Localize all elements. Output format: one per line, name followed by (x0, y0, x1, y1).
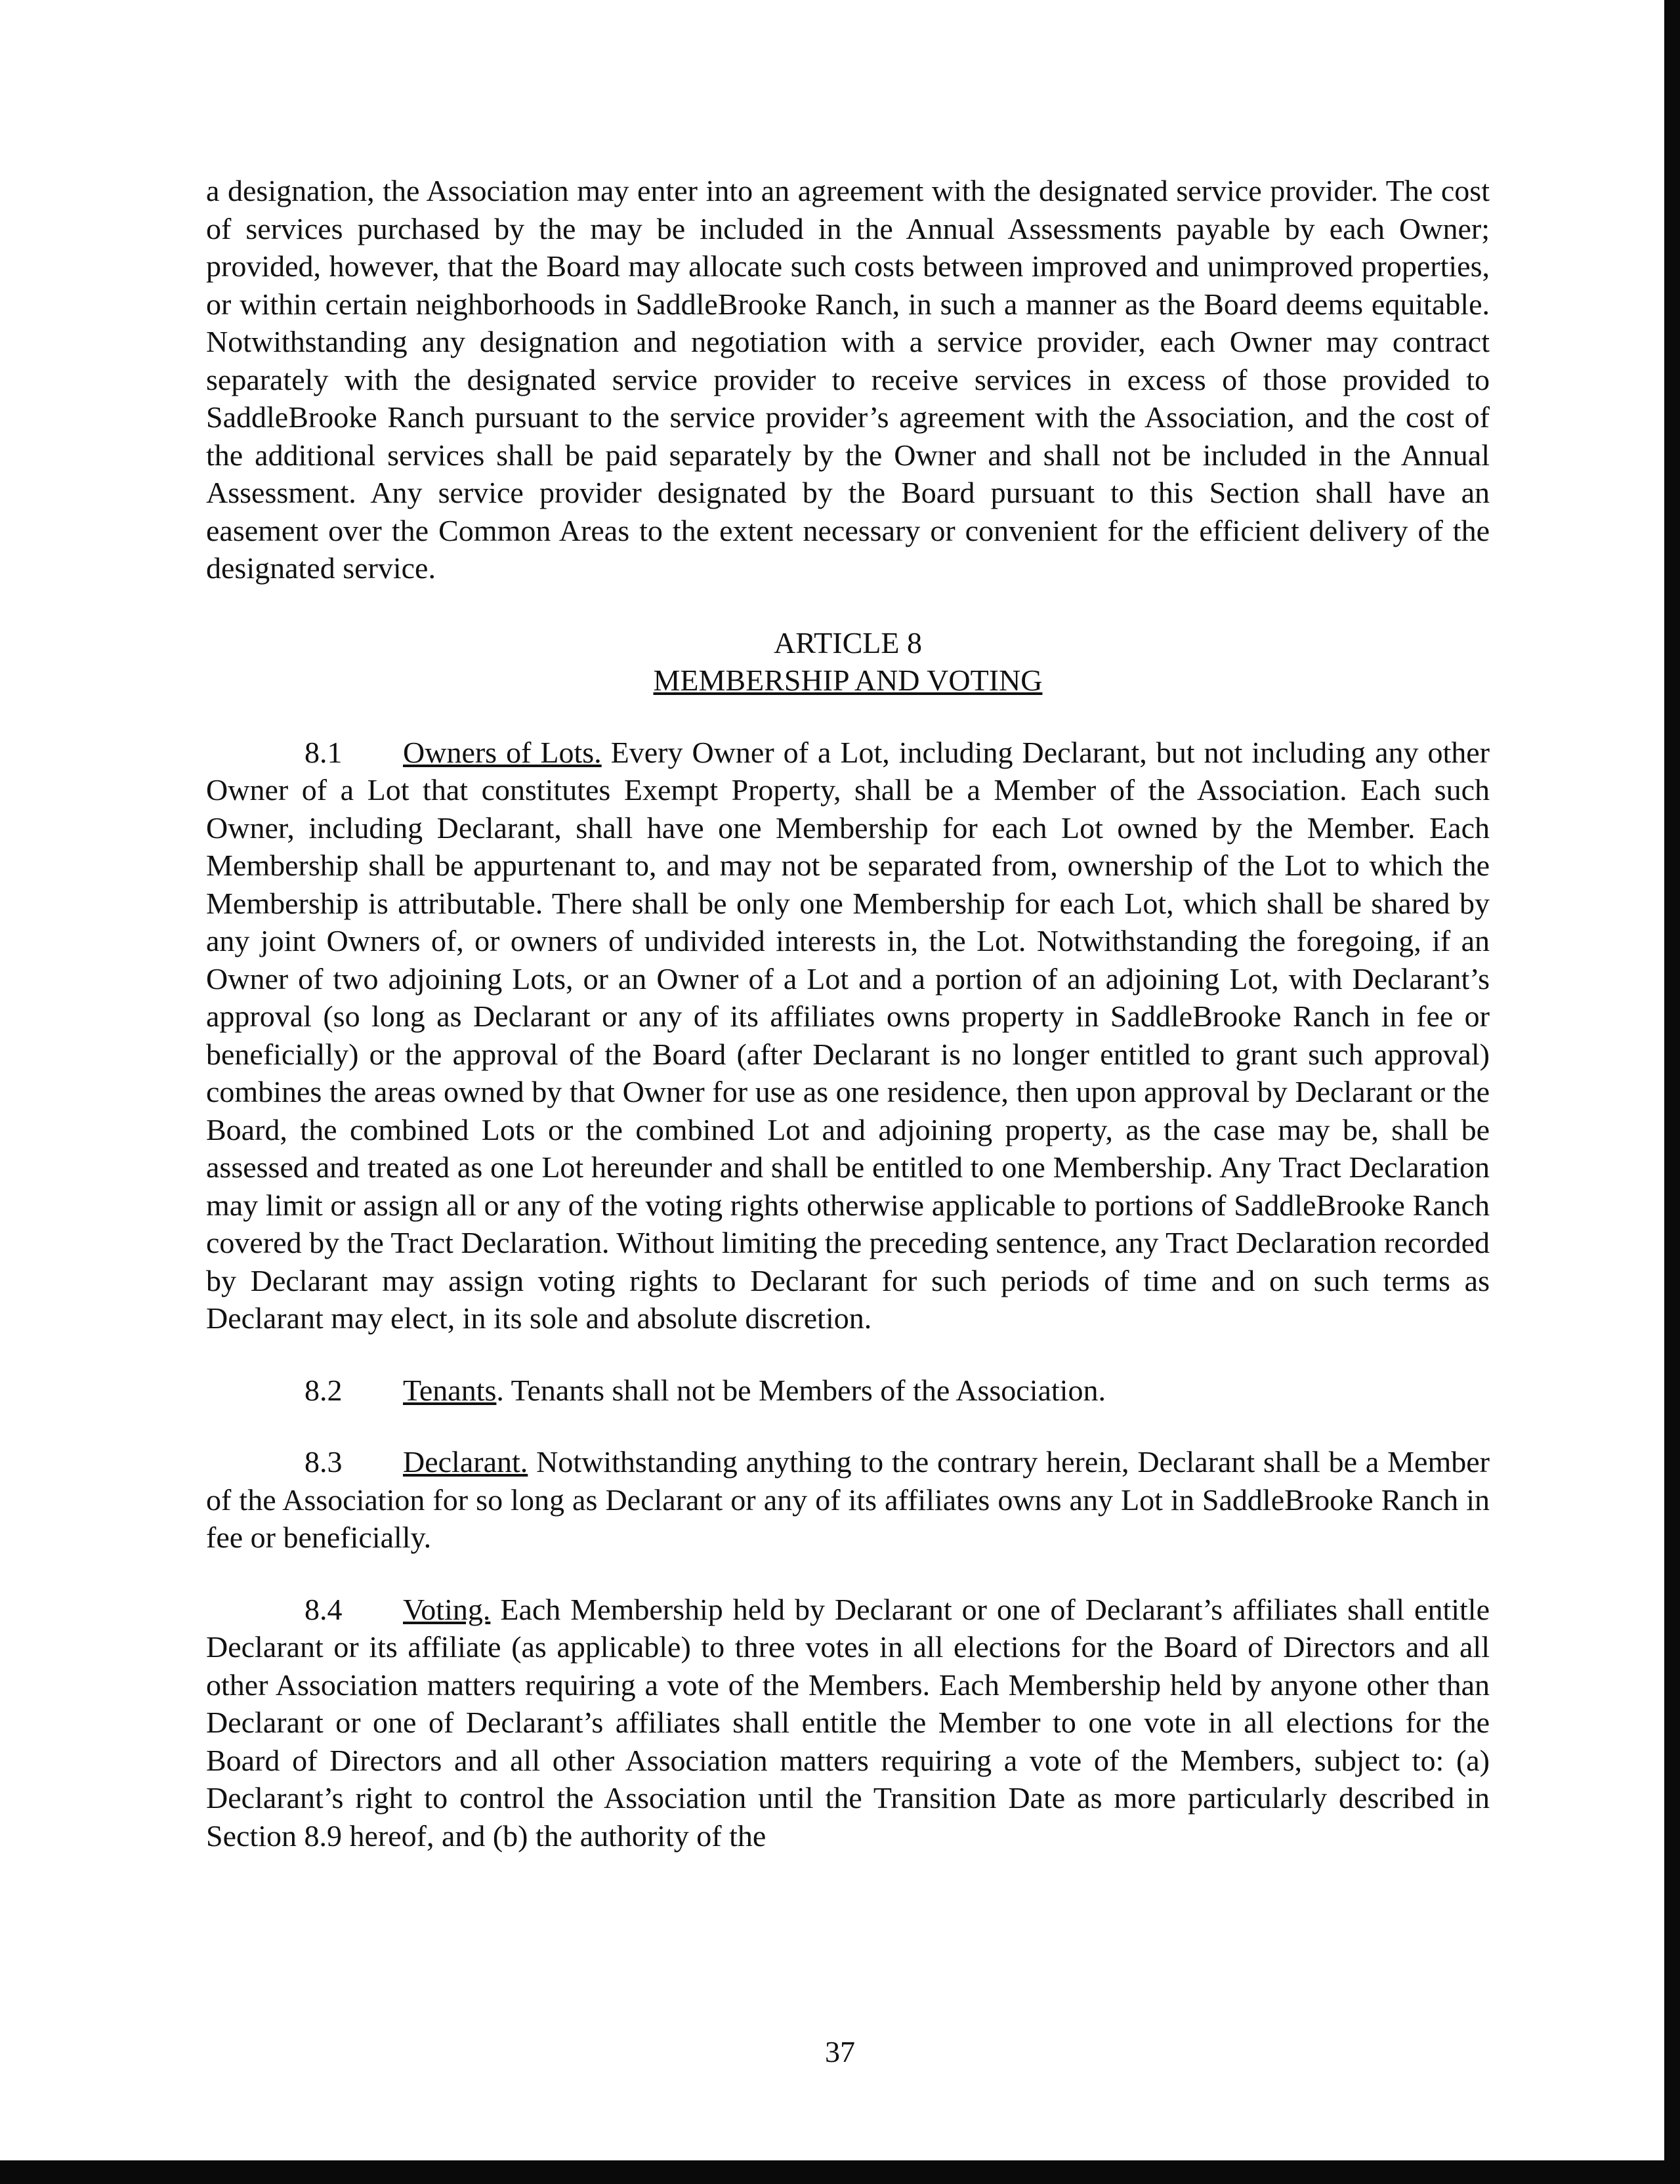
section-title: Voting. (403, 1592, 491, 1626)
section-title: Tenants (403, 1373, 497, 1407)
section-title: Declarant. (403, 1445, 528, 1479)
article-title: MEMBERSHIP AND VOTING (653, 663, 1043, 697)
section-body: . Tenants shall not be Members of the Association. (496, 1373, 1106, 1407)
section-title: Owners of Lots. (403, 735, 602, 769)
article-heading (206, 624, 1490, 700)
section-body: Every Owner of a Lot, including Declarant, but not including any other Owner of a Lot that constitutes Exempt Property, shall be a Member of the Association. Each such Owner, including Declarant, shall have one Membership for each Lot owned by the Member. Each Membership shall be appurtenant to, and may not be separated from, ownership of the Lot to which the Membership is attributable. There shall be only one Membership for each Lot, which shall be shared by any joint Owners of, or owners of undivided interests in, the Lot. Notwithstanding the foregoing, if an Owner of two adjoining Lots, or an Owner of a Lot and a portion of an adjoining Lot, with Declarant’s approval (so long as Declarant or any of its affiliates owns property in SaddleBrooke Ranch in fee or beneficially) or the approval of the Board (after Declarant is no longer entitled to grant such approval) combines the areas owned by that Owner for use as one residence, then upon approval by Declarant or the Board, the combined Lots or the combined Lot and adjoining property, as the case may be, shall be assessed and treated as one Lot hereunder and shall be entitled to one Membership. Any Tract Declaration may limit or assign all or any of the voting rights otherwise applicable to portions of SaddleBrooke Ranch covered by the Tract Declaration. Without limiting the preceding sentence, any Tract Declaration recorded by Declarant may assign voting rights to Declarant for such periods of time and on such terms as Declarant may elect, in its sole and absolute discretion. (206, 735, 1490, 1335)
section-8-1 (206, 734, 1490, 1337)
section-body: Each Membership held by Declarant or one of Declarant’s affiliates shall entitle Declarant or its affiliate (as applicable) to three votes in all elections for the Board of Directors and all other Association matters requiring a vote of the Members. Each Membership held by anyone other than Declarant or one of Declarant’s affiliates shall entitle the Member to one vote in all elections for the Board of Directors and all other Association matters requiring a vote of the Members, subject to: (a) Declarant’s right to control the Association until the Transition Date as more particularly described in Section 8.9 hereof, and (b) the authority of the (206, 1592, 1490, 1853)
section-8-2 (206, 1372, 1490, 1410)
article-number: ARTICLE 8 (774, 625, 922, 660)
scan-border-bottom (0, 2160, 1680, 2184)
section-number: 8.3 (304, 1445, 343, 1479)
section-8-3 (206, 1443, 1490, 1557)
section-8-4 (206, 1591, 1490, 1855)
section-number: 8.2 (304, 1373, 343, 1407)
section-number: 8.1 (304, 735, 343, 769)
document-body (206, 172, 1490, 1855)
page-number: 37 (825, 2035, 855, 2068)
scan-border-right (1664, 0, 1680, 2184)
section-number: 8.4 (304, 1592, 343, 1626)
intro-paragraph: a designation, the Association may enter into an agreement with the designated service provider. The cost of services purchased by the may be included in the Annual Assessments payable by each Owner; provided, however, that the Board may allocate such costs between improved and unimproved properties, or within certain neighborhoods in SaddleBrooke Ranch, in such a manner as the Board deems equitable. Notwithstanding any designation and negotiation with a service provider, each Owner may contract separately with the designated service provider to receive services in excess of those provided to SaddleBrooke Ranch pursuant to the service provider’s agreement with the Association, and the cost of the additional services shall be paid separately by the Owner and shall not be included in the Annual Assessment. Any service provider designated by the Board pursuant to this Section shall have an easement over the Common Areas to the extent necessary or convenient for the efficient delivery of the designated service. (206, 174, 1490, 585)
section-body: Notwithstanding anything to the contrary herein, Declarant shall be a Member of the Association for so long as Declarant or any of its affiliates owns any Lot in SaddleBrooke Ranch in fee or beneficially. (206, 1445, 1490, 1554)
